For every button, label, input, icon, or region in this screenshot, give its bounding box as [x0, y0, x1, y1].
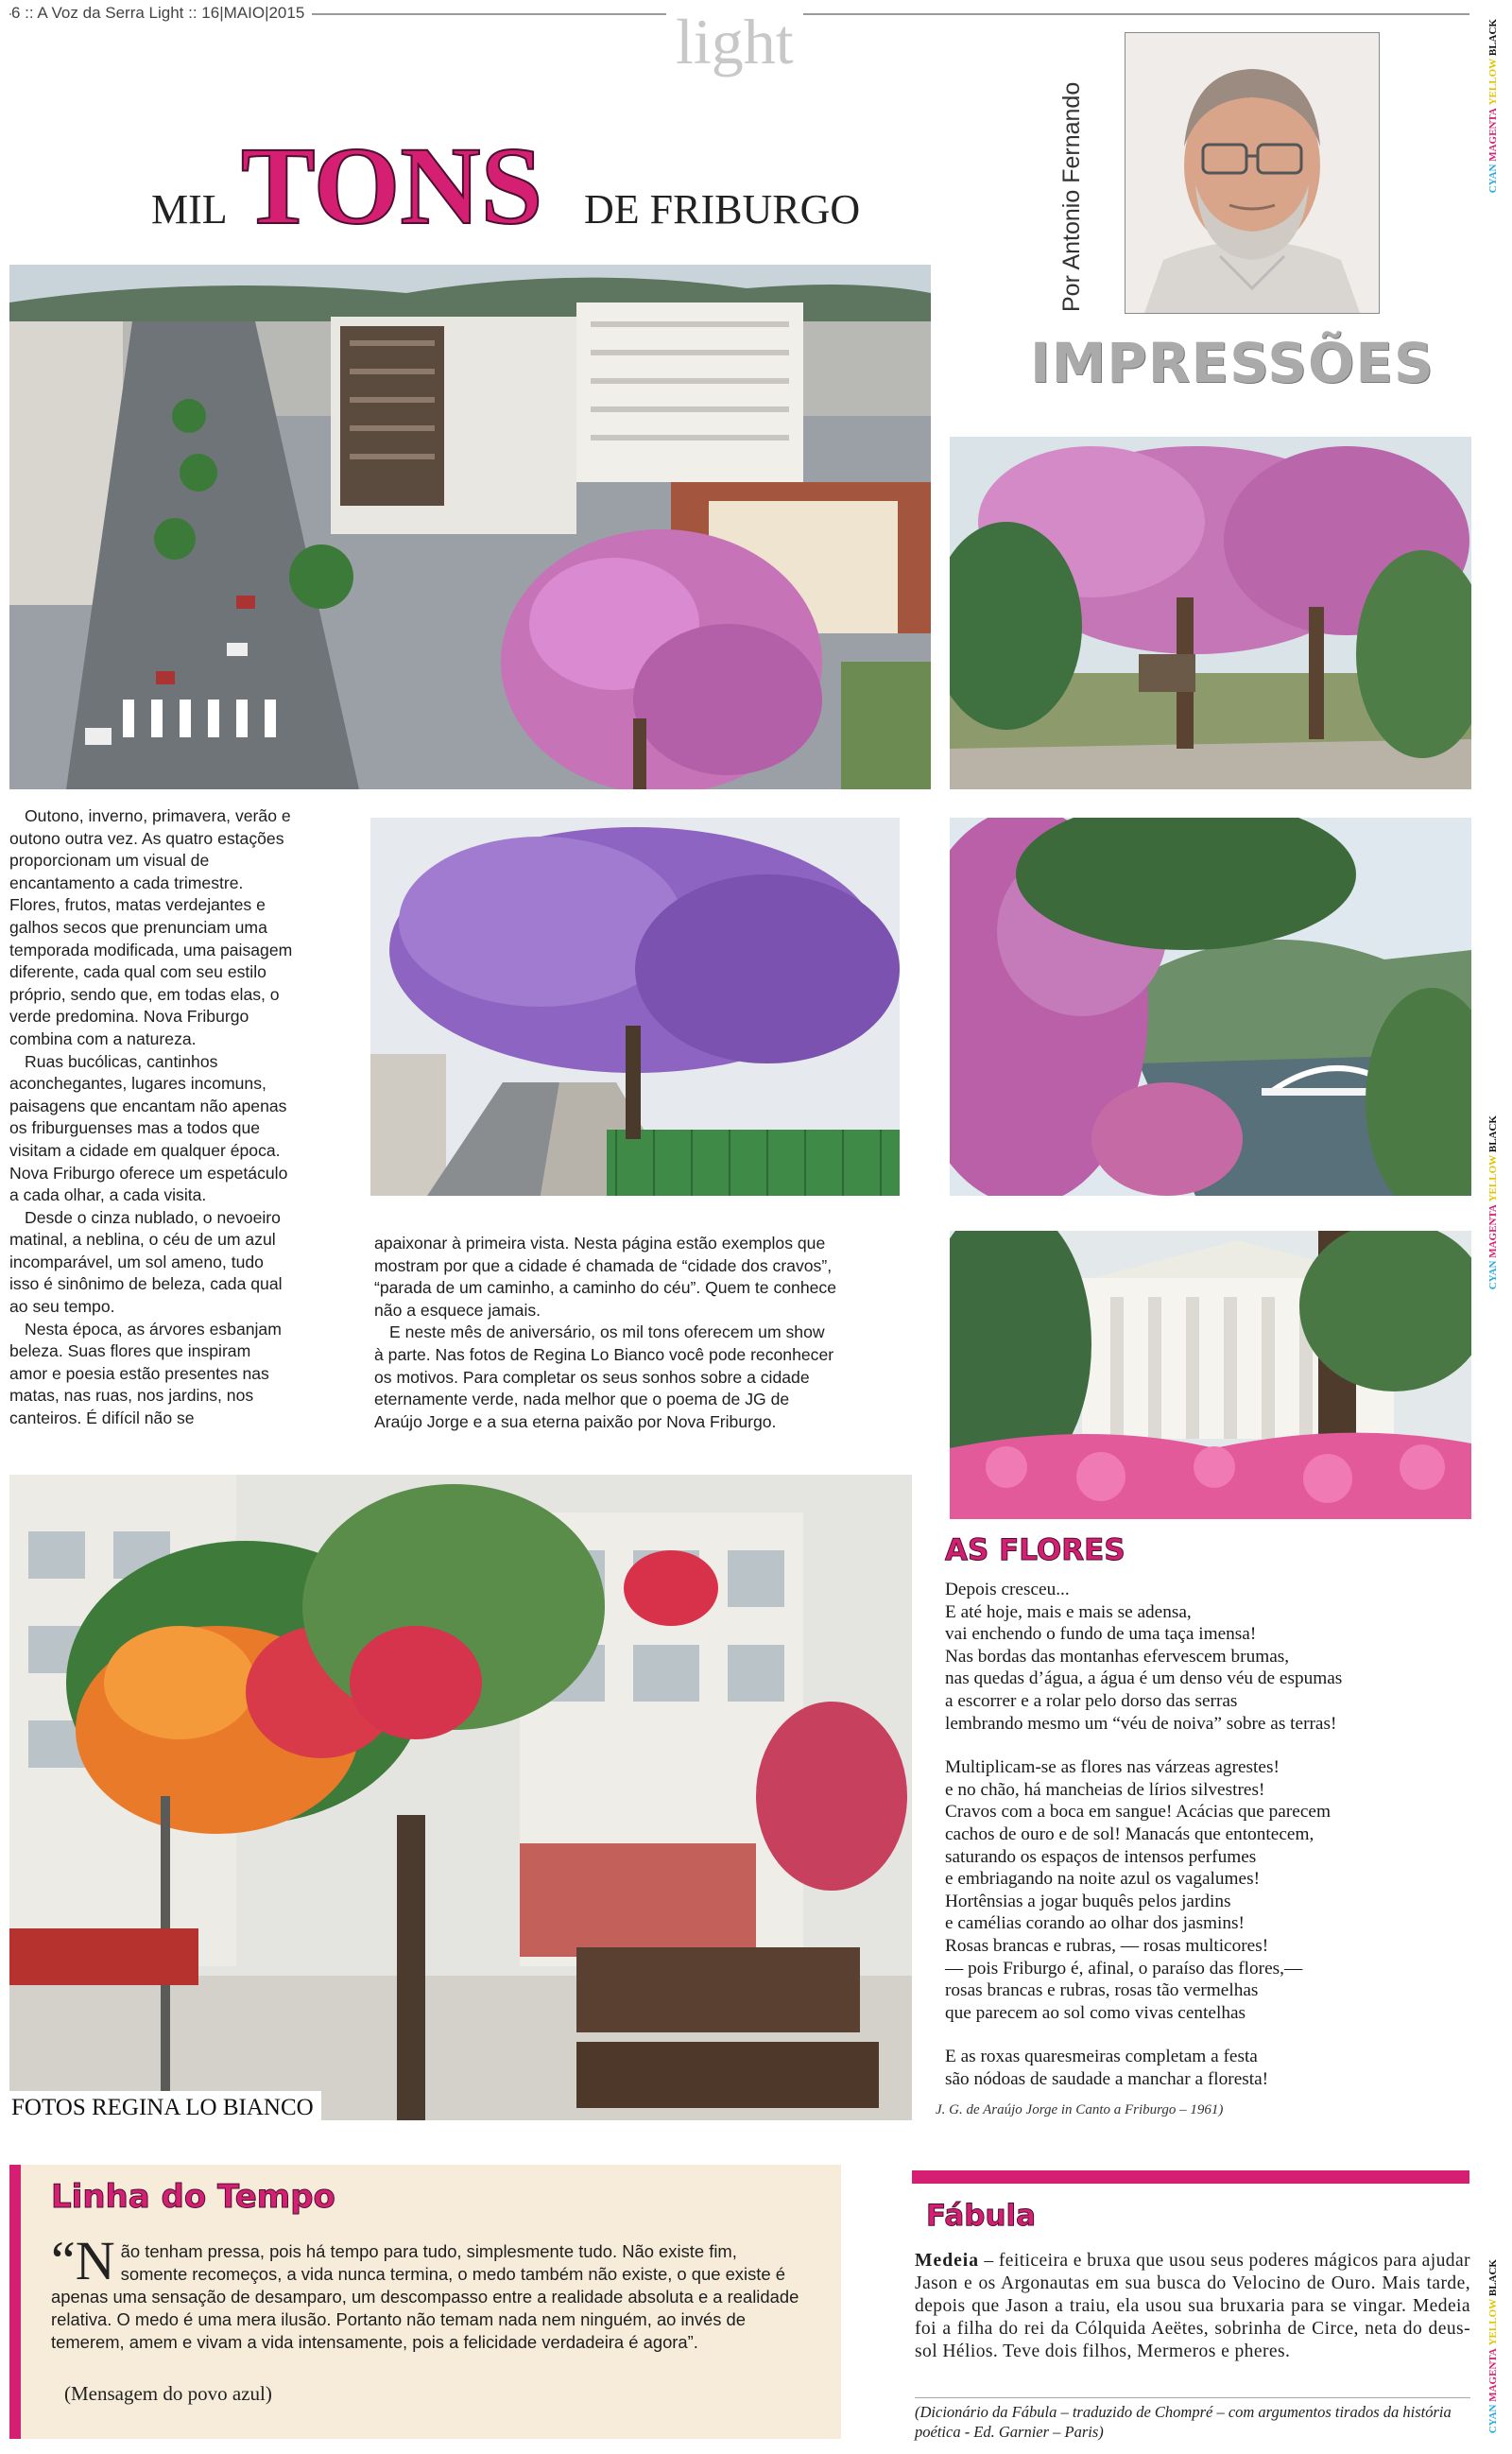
title-word-mil: MIL: [151, 186, 228, 233]
article-column-2: [374, 1233, 837, 1433]
page-info: 6 :: A Voz da Serra Light :: 16|MAIO|2015: [11, 4, 312, 23]
title-word-tons: TONS: [241, 124, 543, 248]
poem-body: [945, 1579, 1474, 2112]
quote-drop-cap: “N: [51, 2230, 115, 2291]
author-portrait: [1125, 32, 1380, 314]
column-name: IMPRESSÕES: [1030, 331, 1435, 395]
fabula-entry-name: Medeia: [915, 2251, 980, 2271]
photo-city-aerial: [9, 265, 931, 789]
linha-do-tempo-quote: [51, 2230, 807, 2354]
poem-stanza: E as roxas quaresmeiras completam a festa são nódoas de saudade a manchar a floresta!: [945, 2047, 1269, 2089]
poem-source: J. G. de Araújo Jorge in Canto a Friburgo – 1961): [936, 2102, 1224, 2117]
author-byline: Por Antonio Fernando: [1058, 81, 1085, 312]
title-word-de-friburgo: DE FRIBURGO: [584, 186, 861, 233]
linha-do-tempo-accent-bar: [9, 2165, 21, 2439]
fabula-accent-bar: [912, 2170, 1469, 2184]
poem-stanza: Multiplicam-se as flores nas várzeas agrestes! e no chão, há mancheias de lírios silvestres! Cravos com a boca em sangue! Acácias que parecem cachos de ouro e de sol! Manacás que entontecem, saturando os espaços de intensos perfumes e embriagando na noite azul os vagalumes! Hortênsias a jogar buquês pelos jardins e camélias corando ao olhar dos jasmins! Rosas brancas e rubras, — rosas multicores! — pois Friburgo é, afinal, o paraíso das flores,— rosas brancas e rubras, rosas tão vermelhas que parecem ao sol como vivas centelhas: [945, 1757, 1331, 2023]
print-marks-middle: CYAN MAGENTA YELLOW BLACK: [1487, 1115, 1499, 1290]
fabula-title: Fábula: [926, 2199, 1037, 2233]
photo-white-building-azaleas: [950, 1231, 1471, 1519]
print-marks-bottom: CYAN MAGENTA YELLOW BLACK: [1487, 2259, 1499, 2434]
photo-credit: FOTOS REGINA LO BIANCO: [9, 2091, 321, 2123]
fabula-entry-text: – feiticeira e bruxa que usou seus poderes mágicos para ajudar Jason e os Argonautas em sua busca do Velocino de Ouro. Mais tarde, depois que Jason a traiu, ela usou sua bruxaria para se vingar. Medeia foi a filha do rei da Cólquida Aeëtes, sobrinha de Circe, neta do deus-sol Hélios. Teve dois filhos, Mermeros e pheres.: [915, 2251, 1470, 2361]
article-paragraph: Desde o cinza nublado, o nevoeiro matinal, a neblina, o céu de um azul incomparável, um sol ameno, tudo isso é sinônimo de beleza, cada qual ao seu tempo.: [9, 1207, 283, 1317]
article-paragraph: Nesta época, as árvores esbanjam beleza. Suas flores que inspiram amor e poesia estão presentes nas matas, nas ruas, nos jardins, nos canteiros. É difícil não se: [9, 1319, 282, 1428]
section-name: light: [666, 9, 803, 74]
poem-title: AS FLORES: [945, 1533, 1125, 1567]
quote-text: ão tenham pressa, pois há tempo para tudo, simplesmente tudo. Não existe fim, somente recomeços, a vida nunca termina, o medo também não existe, o que existe é apenas uma sensação de desamparo, um descompasso entre a realidade absoluta e a realidade relativa. O medo é uma mera ilusão. Portanto não temam nada nem ninguém, ao invés de temerem, amem e vivam a vida intensamente, pois a felicidade verdadeira é agora”.: [51, 2241, 799, 2352]
photo-purple-tree-street: [370, 818, 900, 1196]
article-paragraph: Outono, inverno, primavera, verão e outono outra vez. As quatro estações proporcionam um visual de encantamento a cada trimestre. Flores, frutos, matas verdejantes e galhos secos que prenunciam uma temporada modificada, uma paisagem diferente, cada qual com seu estilo próprio, sendo que, em todas elas, o verde predomina. Nova Friburgo combina com a natureza.: [9, 806, 293, 1048]
linha-do-tempo-title: Linha do Tempo: [51, 2178, 335, 2216]
article-paragraph: apaixonar à primeira vista. Nesta página estão exemplos que mostram por que a cidade é chamada de “cidade dos cravos”, “parada de um caminho, a caminho do céu”. Quem te conhece não a esquece jamais.: [374, 1234, 836, 1320]
photo-pink-tree-garden: [950, 437, 1471, 789]
fabula-text: [915, 2250, 1470, 2363]
photo-bougainvillea-square: [9, 1475, 912, 2120]
article-column-1: [9, 805, 293, 1430]
fabula-source: (Dicionário da Fábula – traduzido de Chompré – com argumentos tirados da história poética - Ed. Garnier – Paris): [915, 2397, 1470, 2442]
photo-river-bridge: [950, 818, 1471, 1196]
article-paragraph: E neste mês de aniversário, os mil tons oferecem um show à parte. Nas fotos de Regina Lo Bianco você pode reconhecer os motivos. Para completar os seus sonhos sobre a cidade eternamente verde, nada melhor que o poema de JG de Araújo Jorge e a sua eterna paixão por Nova Friburgo.: [374, 1322, 834, 1431]
print-marks-top: CYAN MAGENTA YELLOW BLACK: [1487, 19, 1499, 194]
linha-do-tempo-signature: (Mensagem do povo azul): [64, 2382, 272, 2405]
article-paragraph: Ruas bucólicas, cantinhos aconchegantes, lugares incomuns, paisagens que encantam não apenas os friburguenses mas a todos que visitam a cidade em qualquer época. Nova Friburgo oferece um espetáculo a cada olhar, a cada visita.: [9, 1051, 288, 1205]
poem-stanza: Depois cresceu... E até hoje, mais e mais se adensa, vai enchendo o fundo de uma taça imensa! Nas bordas das montanhas efervescem brumas, nas quedas d’água, a água é um denso véu de espumas a escorrer e a rolar pelo dorso das serras lembrando mesmo um “véu de noiva” sobre as terras!: [945, 1580, 1343, 1734]
